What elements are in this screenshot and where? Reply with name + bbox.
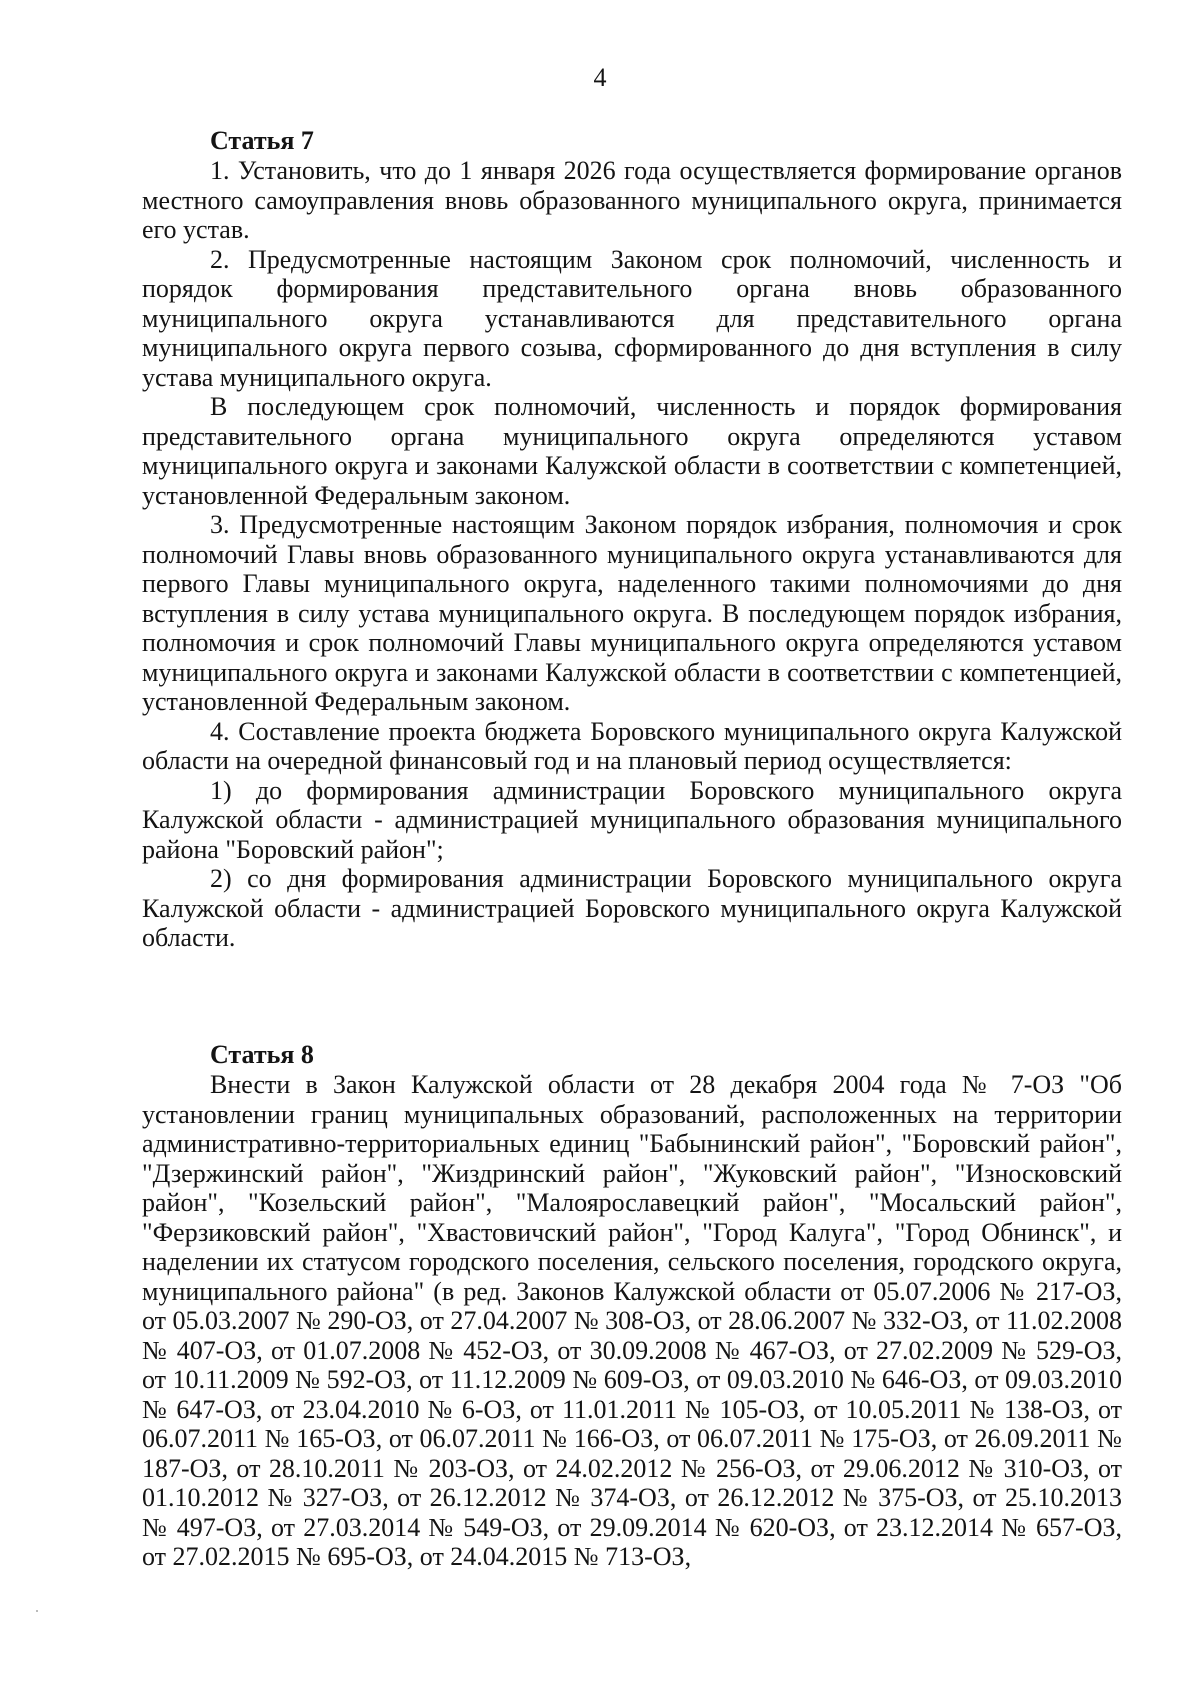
article-7-paragraph: В последующем срок полномочий, численность и порядок формирования представительного органа муниципального округа определяются уставом муниципального округа и законами Калужской области в соответствии с компетенцией, установленной Федеральным законом.	[142, 392, 1122, 510]
article-8-heading: Статья 8	[210, 1040, 314, 1069]
article-7	[142, 126, 1122, 953]
scan-artifact	[36, 1610, 38, 1612]
article-7-paragraph: 1. Установить, что до 1 января 2026 года осуществляется формирование органов местного самоуправления вновь образованного муниципального округа, принимается его устав.	[142, 156, 1122, 244]
article-7-paragraph: 4. Составление проекта бюджета Боровского муниципального округа Калужской области на очередной финансовый год и на плановый период осуществляется:	[142, 716, 1122, 775]
article-7-paragraph: 3. Предусмотренные настоящим Законом порядок избрания, полномочия и срок полномочий Главы вновь образованного муниципального округа устанавливаются для первого Главы муниципального округа, наделенного такими полномочиями до дня вступления в силу устава муниципального округа. В последующем порядок избрания, полномочия и срок полномочий Главы муниципального округа определяются уставом муниципального округа и законами Калужской области в соответствии с компетенцией, установленной Федеральным законом.	[142, 510, 1122, 716]
article-7-heading: Статья 7	[210, 126, 314, 155]
article-7-paragraph: 2) со дня формирования администрации Боровского муниципального округа Калужской области - администрацией Боровского муниципального округа Калужской области.	[142, 864, 1122, 952]
article-7-paragraph: 1) до формирования администрации Боровского муниципального округа Калужской области - администрацией муниципального образования муниципального района "Боровский район";	[142, 775, 1122, 864]
article-8	[142, 1040, 1122, 1572]
page-number: 4	[593, 63, 607, 92]
article-8-paragraph: Внести в Закон Калужской области от 28 декабря 2004 года № 7-ОЗ "Об установлении границ муниципальных образований, расположенных на территории административно-территориальных единиц "Бабынинский район", "Боровский район", "Дзержинский район", "Жиздринский район", "Жуковский район", "Износковский район", "Козельский район", "Малоярославецкий район", "Мосальский район", "Ферзиковский район", "Хвастовичский район", "Город Калуга", "Город Обнинск", и наделении их статусом городского поселения, сельского поселения, городского округа, муниципального района" (в ред. Законов Калужской области от 05.07.2006 № 217-ОЗ, от 05.03.2007 № 290-ОЗ, от 27.04.2007 № 308-ОЗ, от 28.06.2007 № 332-ОЗ, от 11.02.2008 № 407-ОЗ, от 01.07.2008 № 452-ОЗ, от 30.09.2008 № 467-ОЗ, от 27.02.2009 № 529-ОЗ, от 10.11.2009 № 592-ОЗ, от 11.12.2009 № 609-ОЗ, от 09.03.2010 № 646-ОЗ, от 09.03.2010 № 647-ОЗ, от 23.04.2010 № 6-ОЗ, от 11.01.2011 № 105-ОЗ, от 10.05.2011 № 138-ОЗ, от 06.07.2011 № 165-ОЗ, от 06.07.2011 № 166-ОЗ, от 06.07.2011 № 175-ОЗ, от 26.09.2011 № 187-ОЗ, от 28.10.2011 № 203-ОЗ, от 24.02.2012 № 256-ОЗ, от 29.06.2012 № 310-ОЗ, от 01.10.2012 № 327-ОЗ, от 26.12.2012 № 374-ОЗ, от 26.12.2012 № 375-ОЗ, от 25.10.2013 № 497-ОЗ, от 27.03.2014 № 549-ОЗ, от 29.09.2014 № 620-ОЗ, от 23.12.2014 № 657-ОЗ, от 27.02.2015 № 695-ОЗ, от 24.04.2015 № 713-ОЗ,	[142, 1070, 1122, 1571]
article-7-paragraph: 2. Предусмотренные настоящим Законом срок полномочий, численность и порядок формирования представительного органа вновь образованного муниципального округа устанавливаются для представительного органа муниципального округа первого созыва, сформированного до дня вступления в силу устава муниципального округа.	[142, 244, 1122, 392]
